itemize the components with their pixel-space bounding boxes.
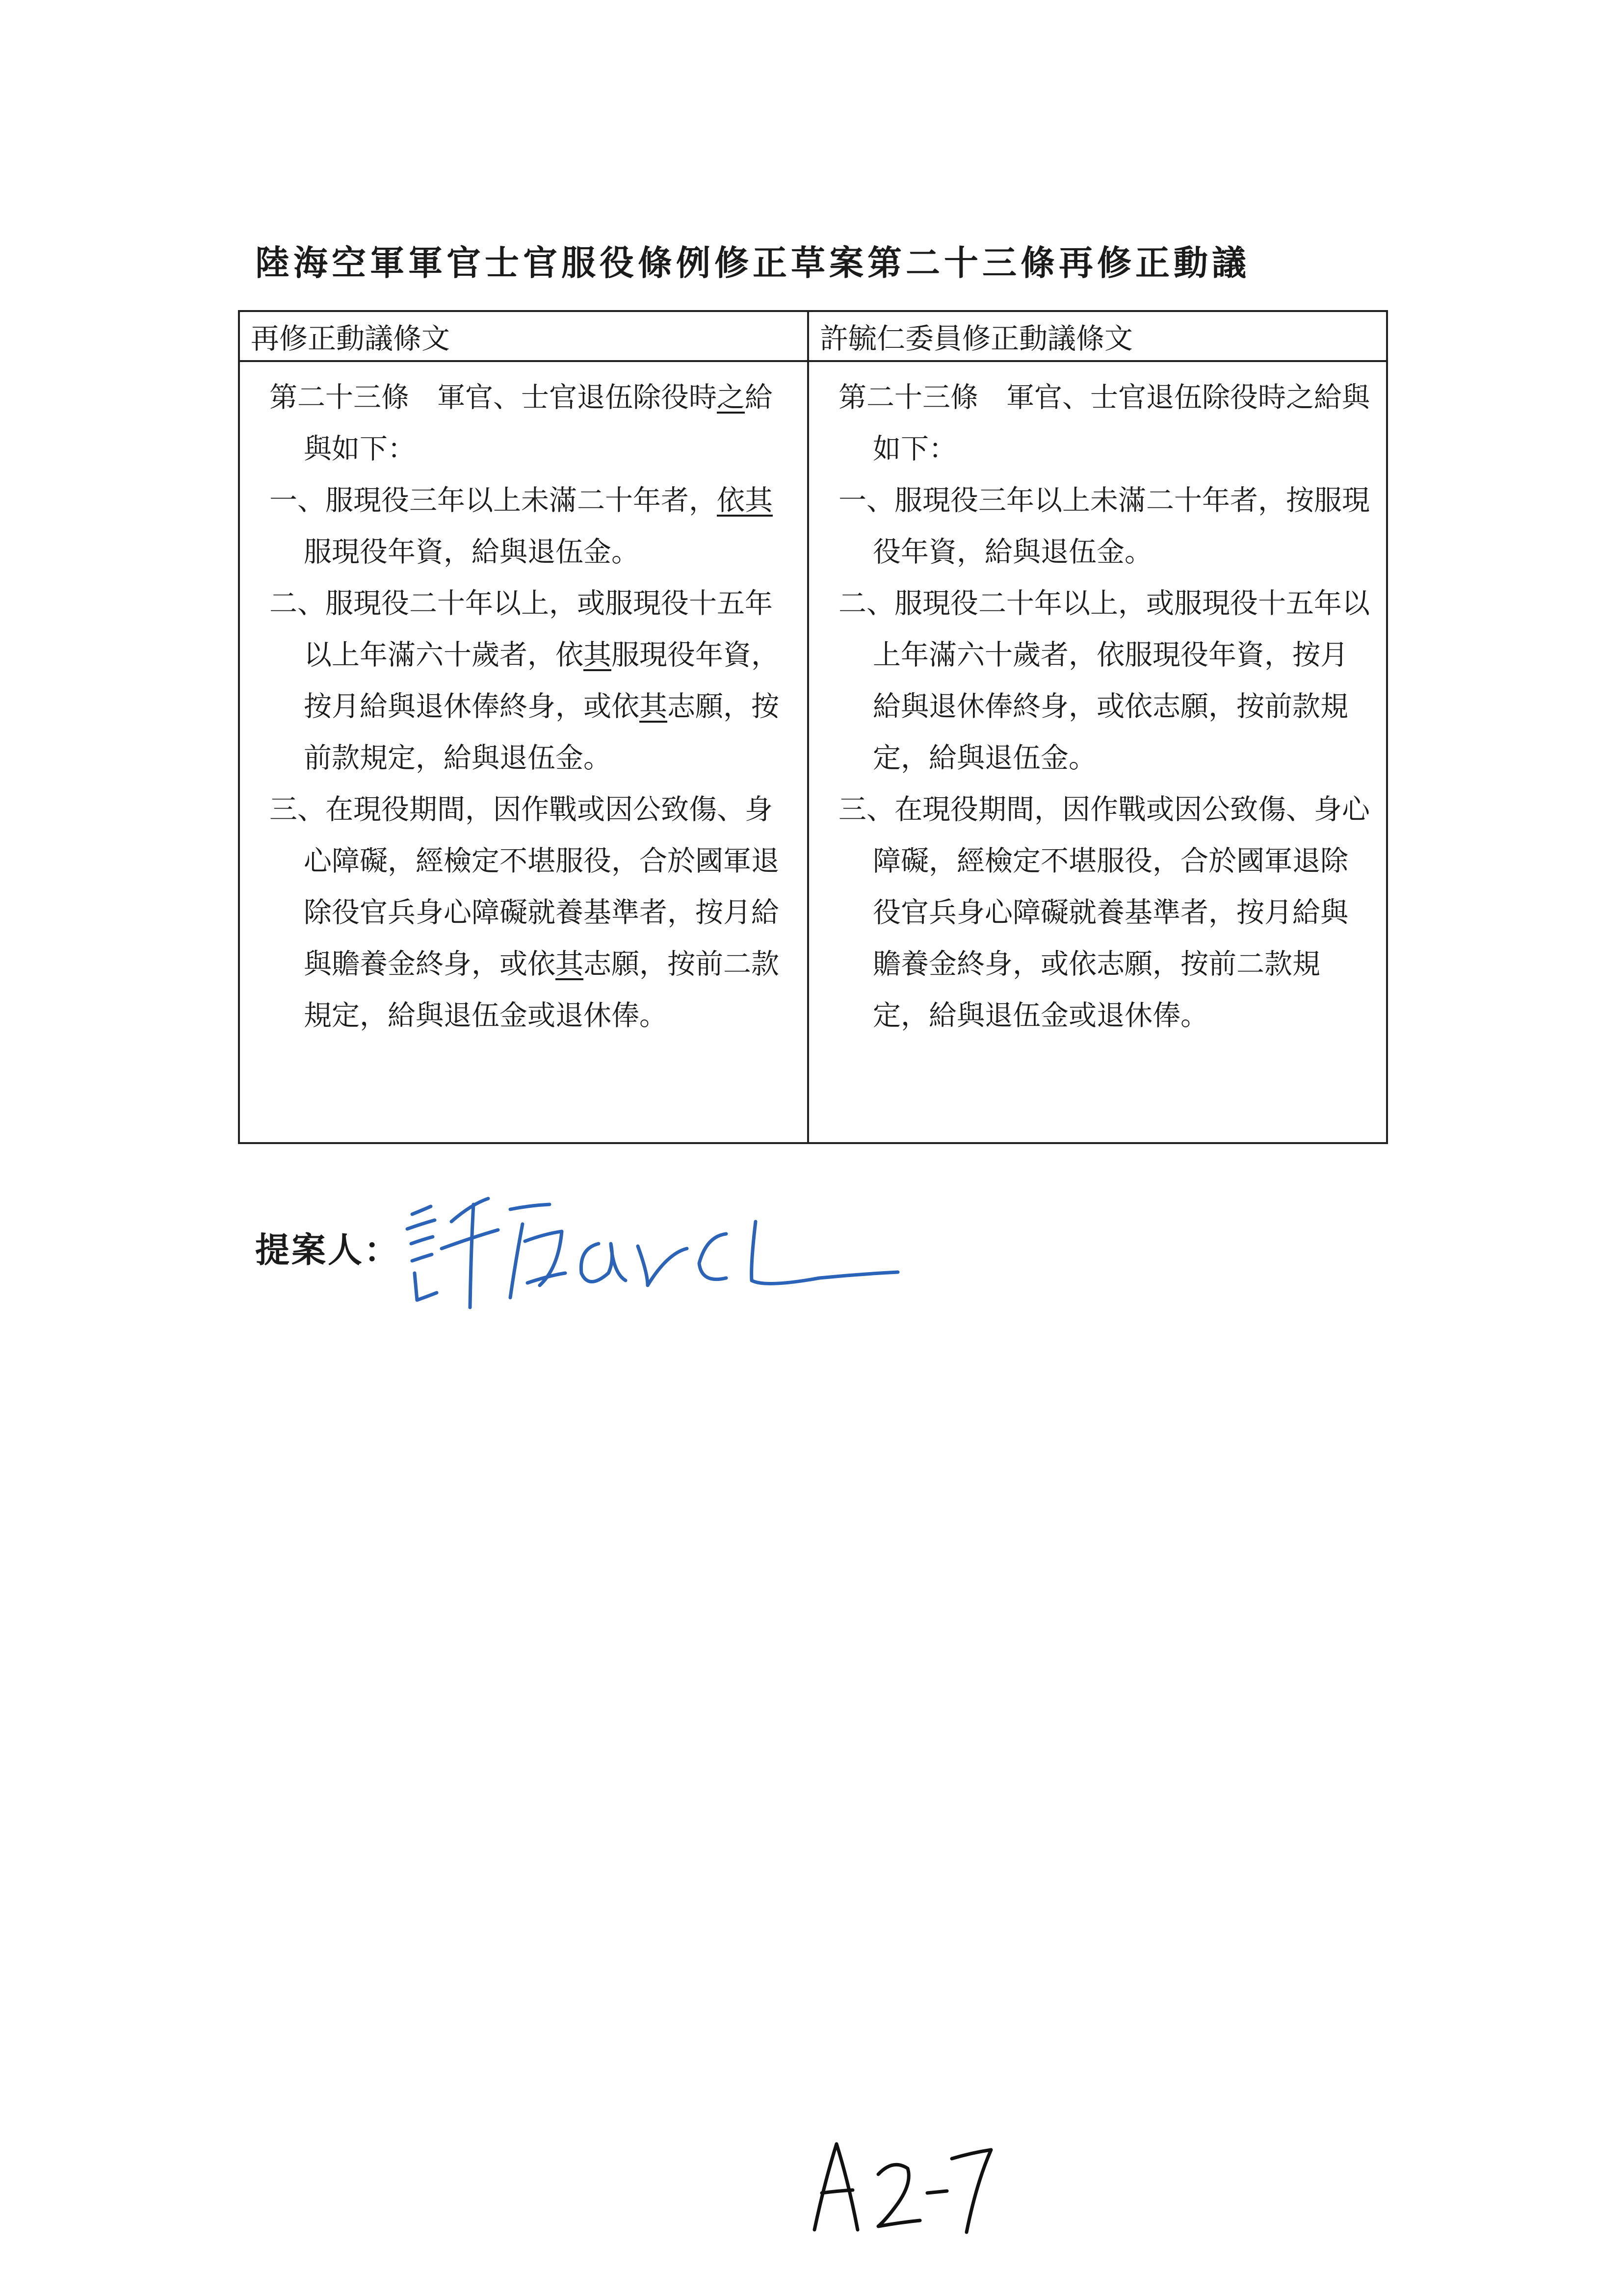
underlined-revision: 依其 [717,484,773,517]
table-header-row [239,311,1387,361]
table-body-row [239,361,1387,1143]
article-paragraph [269,784,792,1042]
paragraph-text: 一、服現役三年以上未滿二十年者， [269,484,717,517]
paragraph-text: 志願，按前款規定，給與退伍金。 [304,690,779,774]
paragraph-text: 三、在現役期間，因作戰或因公致傷、身心障礙，經檢定不堪服役，合於國軍退除役官兵身心障礙就養基準者，按月給與贍養金終身，或依 [269,793,779,980]
paragraph-text: 給與如下： [304,381,773,465]
article-paragraph [269,578,792,784]
paragraph-text: 二、服現役二十年以上，或服現役十五年以上年滿六十歲者，依服現役年資，按月給與退休俸終身，或依志願，按前款規定，給與退伍金。 [838,587,1370,774]
paragraph-text: 志願，按前二款規定，給與退伍金或退休俸。 [304,948,779,1032]
page-mark [795,2129,1001,2242]
document-title: 陸海空軍軍官士官服役條例修正草案第二十三條再修正動議 [255,242,1250,283]
article-paragraph [269,475,792,578]
comparison-table [238,310,1388,1144]
header-revised-motion: 再修正動議條文 [239,311,808,361]
underlined-revision: 其 [639,690,667,723]
legislator-motion-text [808,361,1387,1143]
article-paragraph [838,372,1371,475]
underlined-revision: 其 [555,948,583,980]
underlined-revision: 其 [583,639,611,671]
revised-motion-text [239,361,808,1143]
underlined-revision: 之 [717,381,745,414]
paragraph-text: 第二十三條 軍官、士官退伍除役時 [269,381,717,414]
article-paragraph [838,475,1371,578]
article-paragraph [838,784,1371,1042]
paragraph-text: 服現役年資，給與退伍金。 [304,536,639,568]
article-paragraph [269,372,792,475]
header-legislator-motion: 許毓仁委員修正動議條文 [808,311,1387,361]
paragraph-text: 二、服現役二十年以上，或服現役十五年以上年滿六十歲者，依 [269,587,773,671]
proposer-signature [393,1175,908,1317]
paragraph-text: 三、在現役期間，因作戰或因公致傷、身心障礙，經檢定不堪服役，合於國軍退除役官兵身心障礙就養基準者，按月給與贍養金終身，或依志願，按前二款規定，給與退伍金或退休俸。 [838,793,1370,1032]
paragraph-text: 第二十三條 軍官、士官退伍除役時之給與如下： [838,381,1370,465]
paragraph-text: 服現役年資，按月給與退休俸終身，或依 [304,639,779,723]
paragraph-text: 一、服現役三年以上未滿二十年者，按服現役年資，給與退伍金。 [838,484,1370,568]
article-paragraph [838,578,1371,784]
proposer-label: 提案人： [255,1229,400,1270]
